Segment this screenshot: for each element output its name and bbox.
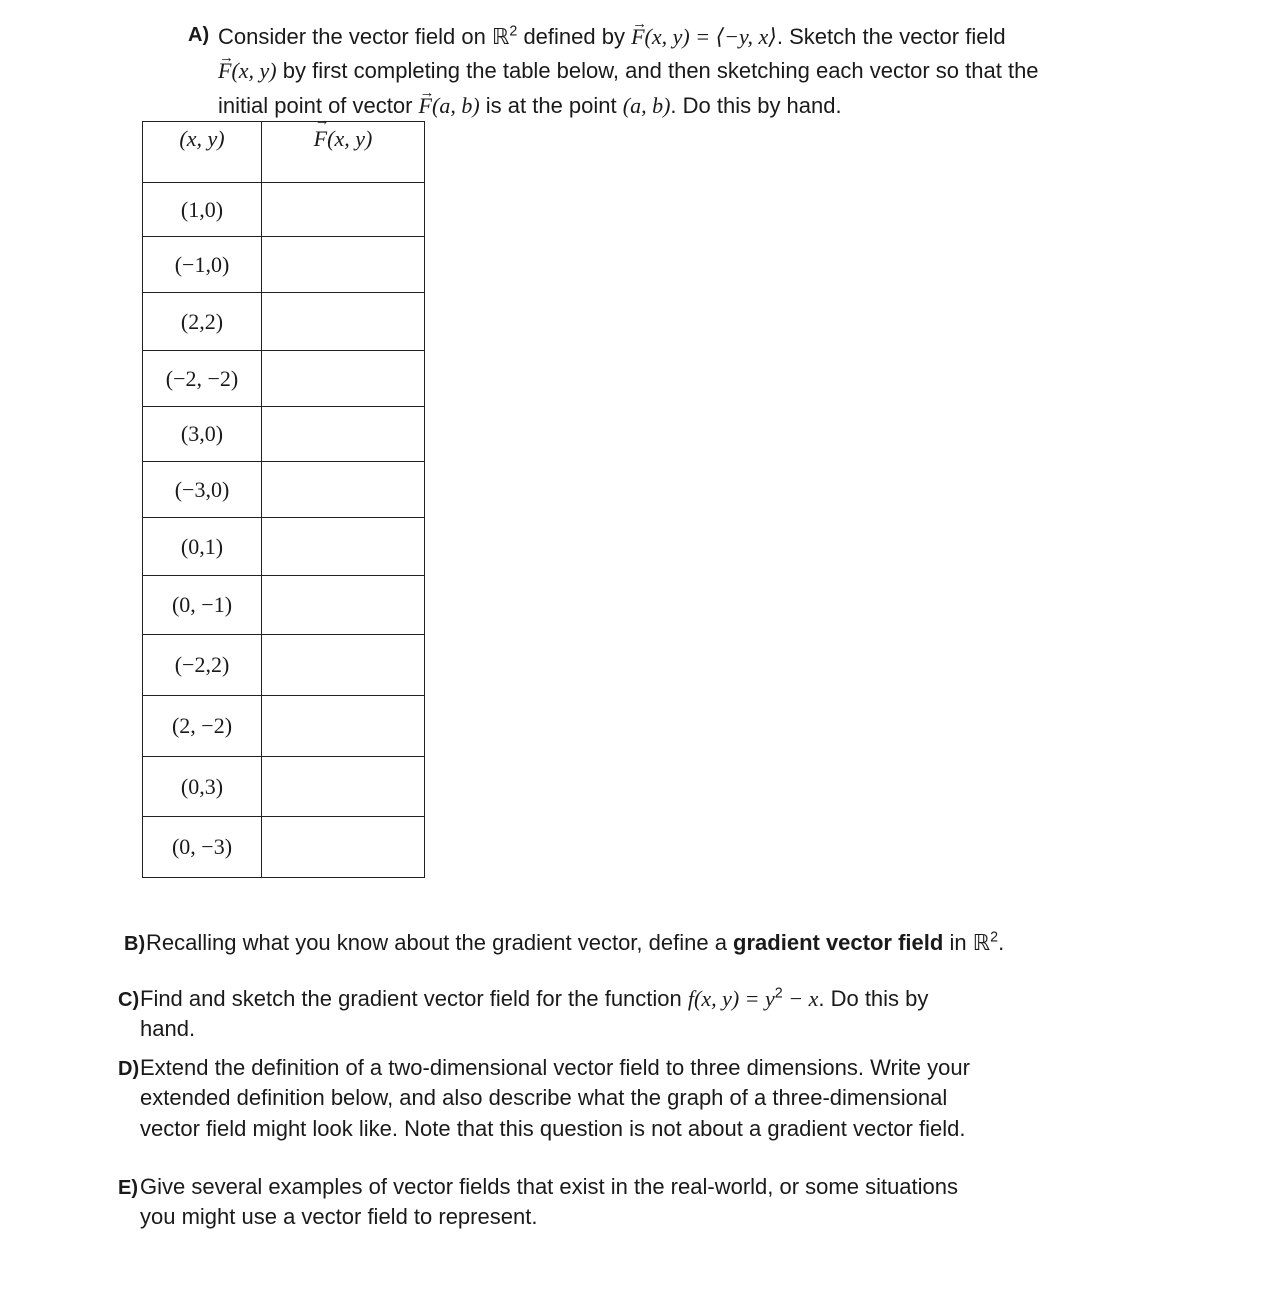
point-cell: (−2,2) [143,635,262,696]
table-row [143,635,425,696]
point-cell: (0,1) [143,518,262,576]
table-row [143,183,425,237]
table-row [143,462,425,518]
table-row [143,237,425,293]
table-header-row [143,122,425,183]
table-row [143,696,425,757]
part-e-label: E) [118,1177,138,1199]
part-a-line-3: initial point of vector → F(a, b) is at the point (a, b). Do this by hand. [218,89,842,123]
part-b-label: B) [124,933,146,955]
point-cell: (0, −1) [143,576,262,635]
part-d-prompt: D) Extend the definition of a two-dimensional vector field to three dimensions. Write your extended definition below, and also describe what the graph of a three-dimensional vector field might look like. Note that this question is not about a gradient vector field. [118,1055,970,1141]
point-cell: (−3,0) [143,462,262,518]
vector-f-symbol: → F [218,54,231,88]
reals-symbol: ℝ [491,24,510,49]
point-cell: (0,3) [143,757,262,817]
table-row [143,817,425,878]
point-cell: (3,0) [143,407,262,462]
table-body [143,183,425,878]
part-d-label: D) [118,1058,140,1080]
header-vector: → F(x, y) [262,122,425,183]
table-row [143,351,425,407]
table-row [143,293,425,351]
part-c-label: C) [118,989,140,1011]
point-cell: (−1,0) [143,237,262,293]
point-cell: (−2, −2) [143,351,262,407]
point-cell: (1,0) [143,183,262,237]
vector-answer-cell[interactable] [262,407,425,462]
header-point: (x, y) [143,122,262,183]
table-row [143,407,425,462]
vector-answer-cell[interactable] [262,351,425,407]
vector-f-symbol: → F [631,20,644,54]
vector-answer-cell[interactable] [262,757,425,817]
part-a-line-1: Consider the vector field on ℝ$^2$ defined by → F(x, y) = ⟨−y, x⟩. Sketch the vector field [218,20,1006,54]
vector-answer-cell[interactable] [262,183,425,237]
part-e-prompt: E) Give several examples of vector fields that exist in the real-world, or some situations you might use a vector field to represent. [118,1174,959,1229]
point-cell: (2,2) [143,293,262,351]
vector-answer-cell[interactable] [262,293,425,351]
part-c-prompt: C) Find and sketch the gradient vector field for the function f(x, $y) = y^2 - x$. Do this by hand. [118,985,929,1041]
vector-answer-cell[interactable] [262,817,425,878]
vector-f-symbol: → F [419,89,432,123]
vector-answer-cell[interactable] [262,518,425,576]
vector-answer-cell[interactable] [262,462,425,518]
table-row [143,757,425,817]
point-cell: (0, −3) [143,817,262,878]
part-b-prompt: B) Recalling what you know about the gradient vector, define a gradient vector field in ℝ$^2$. [124,929,1005,955]
bold-term: gradient vector field [733,930,944,955]
vector-field-table [142,121,425,878]
point-cell: (2, −2) [143,696,262,757]
table-row [143,518,425,576]
part-a-line-2: → F(x, y) by first completing the table below, and then sketching each vector so that the [218,54,1039,88]
table-row [143,576,425,635]
part-a-label: A) [188,24,210,46]
vector-answer-cell[interactable] [262,635,425,696]
vector-answer-cell[interactable] [262,237,425,293]
vector-answer-cell[interactable] [262,576,425,635]
vector-answer-cell[interactable] [262,696,425,757]
